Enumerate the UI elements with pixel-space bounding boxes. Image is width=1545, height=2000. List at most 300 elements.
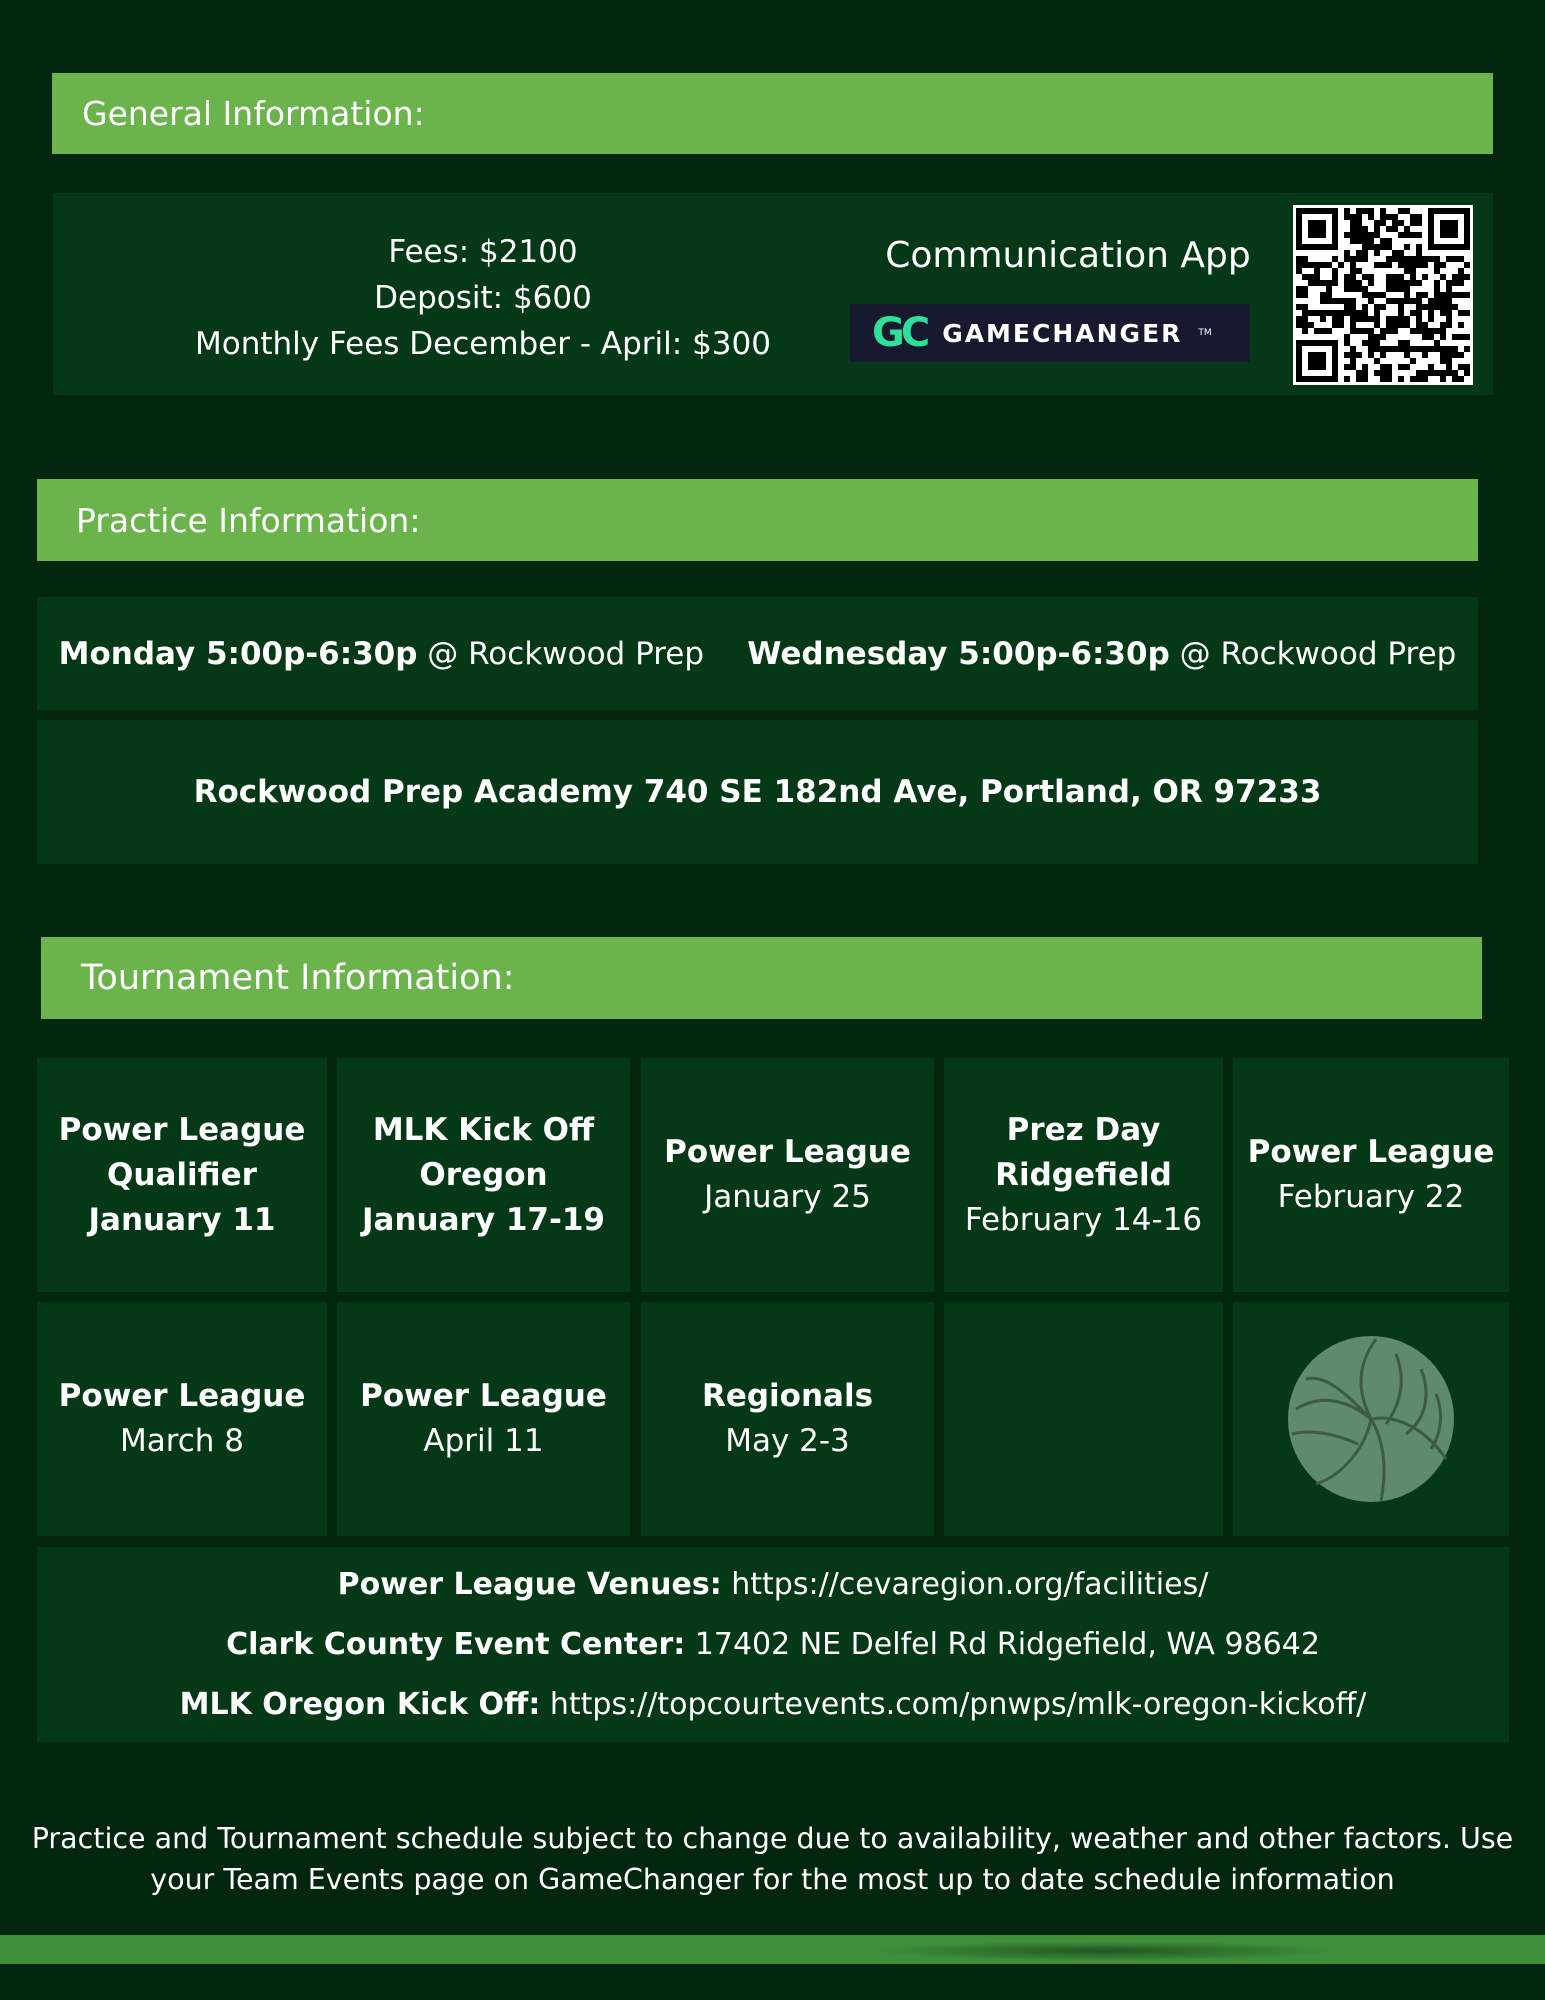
qr-module <box>1404 208 1410 214</box>
qr-module <box>1356 328 1362 334</box>
qr-module <box>1350 298 1356 304</box>
qr-module <box>1428 310 1434 316</box>
qr-module <box>1368 334 1374 340</box>
tournament-cell <box>337 1302 630 1536</box>
qr-module <box>1326 280 1332 286</box>
qr-module <box>1416 214 1422 220</box>
venue-label: Power League Venues: <box>337 1566 722 1602</box>
qr-module <box>1308 310 1314 316</box>
qr-module <box>1464 292 1470 298</box>
qr-module <box>1404 232 1410 238</box>
qr-module <box>1410 376 1416 382</box>
qr-module <box>1368 316 1374 322</box>
qr-module <box>1356 214 1362 220</box>
qr-module <box>1440 328 1446 334</box>
qr-module <box>1440 346 1446 352</box>
communication-app-label: Communication App <box>885 235 1251 276</box>
qr-module <box>1404 292 1410 298</box>
qr-module <box>1458 274 1464 280</box>
general-info-heading <box>52 73 1493 154</box>
qr-module <box>1302 262 1308 268</box>
qr-module <box>1410 274 1416 280</box>
qr-module <box>1398 220 1404 226</box>
qr-module <box>1422 292 1428 298</box>
qr-module <box>1446 286 1452 292</box>
qr-module <box>1458 310 1464 316</box>
qr-module <box>1452 352 1458 358</box>
qr-module <box>1332 268 1338 274</box>
qr-module <box>1404 226 1410 232</box>
qr-module <box>1422 376 1428 382</box>
qr-module <box>1356 286 1362 292</box>
qr-module <box>1386 346 1392 352</box>
qr-module <box>1410 298 1416 304</box>
qr-module <box>1452 346 1458 352</box>
qr-module <box>1386 298 1392 304</box>
qr-module <box>1380 292 1386 298</box>
qr-module <box>1308 352 1326 370</box>
qr-module <box>1326 310 1332 316</box>
tournament-cell <box>1233 1058 1509 1292</box>
qr-module <box>1374 340 1380 346</box>
qr-module <box>1446 358 1452 364</box>
qr-module <box>1464 346 1470 352</box>
qr-code-graphic <box>1293 205 1473 385</box>
qr-module <box>1434 268 1440 274</box>
qr-module <box>1362 238 1368 244</box>
qr-module <box>1368 352 1374 358</box>
qr-module <box>1428 364 1434 370</box>
qr-module <box>1296 292 1302 298</box>
qr-module <box>1320 262 1326 268</box>
venue-link[interactable]: https://cevaregion.org/facilities/ <box>721 1566 1209 1602</box>
qr-module <box>1446 316 1452 322</box>
qr-module <box>1362 256 1368 262</box>
qr-module <box>1350 280 1356 286</box>
qr-module <box>1344 286 1350 292</box>
qr-module <box>1440 370 1446 376</box>
qr-module <box>1362 250 1368 256</box>
qr-module <box>1308 220 1326 238</box>
qr-module <box>1446 292 1452 298</box>
qr-module <box>1428 346 1434 352</box>
qr-module <box>1416 262 1422 268</box>
qr-module <box>1434 292 1440 298</box>
qr-module <box>1296 262 1302 268</box>
qr-module <box>1344 250 1350 256</box>
fees-text: Fees: $2100 <box>388 234 578 270</box>
fees-block <box>123 229 843 367</box>
qr-module <box>1338 310 1344 316</box>
qr-module <box>1386 364 1392 370</box>
qr-module <box>1332 280 1338 286</box>
qr-module <box>1446 280 1452 286</box>
qr-module <box>1422 352 1428 358</box>
qr-module <box>1434 256 1440 262</box>
qr-module <box>1356 220 1362 226</box>
qr-module <box>1410 262 1416 268</box>
qr-module <box>1392 328 1398 334</box>
qr-module <box>1446 298 1452 304</box>
practice-session-location: @ Rockwood Prep <box>1169 635 1457 672</box>
qr-module <box>1380 376 1386 382</box>
qr-module <box>1440 304 1446 310</box>
qr-module <box>1368 232 1374 238</box>
qr-module <box>1338 322 1344 328</box>
qr-module <box>1344 352 1350 358</box>
tournament-cell <box>641 1058 934 1292</box>
qr-module <box>1404 340 1410 346</box>
monthly-fees-text: Monthly Fees December - April: $300 <box>195 326 771 362</box>
qr-module <box>1296 286 1302 292</box>
qr-module <box>1386 226 1392 232</box>
qr-module <box>1458 322 1464 328</box>
tournament-date: May 2-3 <box>725 1423 850 1459</box>
qr-module <box>1308 280 1314 286</box>
qr-module <box>1410 346 1416 352</box>
qr-module <box>1440 298 1446 304</box>
gamechanger-wordmark: GAMECHANGER <box>942 318 1183 348</box>
qr-module <box>1314 328 1320 334</box>
qr-module <box>1356 310 1362 316</box>
qr-module <box>1458 268 1464 274</box>
qr-module <box>1356 238 1362 244</box>
qr-module <box>1344 256 1350 262</box>
tournament-date: January 25 <box>704 1179 871 1215</box>
qr-module <box>1440 262 1446 268</box>
qr-module <box>1386 322 1392 328</box>
qr-module <box>1392 256 1398 262</box>
qr-module <box>1350 352 1356 358</box>
qr-module <box>1374 370 1380 376</box>
qr-module <box>1344 214 1350 220</box>
practice-address-panel <box>37 720 1478 864</box>
qr-module <box>1392 322 1398 328</box>
qr-module <box>1386 280 1392 286</box>
qr-module <box>1314 268 1320 274</box>
qr-module <box>1350 304 1356 310</box>
qr-module <box>1404 244 1410 250</box>
qr-module <box>1440 220 1458 238</box>
qr-module <box>1332 274 1338 280</box>
tournament-date: January 11 <box>88 1201 276 1238</box>
qr-module <box>1386 370 1392 376</box>
qr-module <box>1422 346 1428 352</box>
qr-module <box>1398 208 1404 214</box>
qr-module <box>1302 286 1308 292</box>
qr-module <box>1356 268 1362 274</box>
qr-module <box>1398 250 1404 256</box>
venue-line <box>180 1675 1367 1735</box>
qr-module <box>1362 370 1368 376</box>
qr-module <box>1392 346 1398 352</box>
schedule-disclaimer <box>0 1818 1545 1900</box>
qr-module <box>1440 310 1446 316</box>
qr-module <box>1404 256 1410 262</box>
qr-module <box>1404 280 1410 286</box>
qr-module <box>1332 316 1338 322</box>
qr-module <box>1398 256 1404 262</box>
qr-module <box>1380 346 1386 352</box>
tournament-info-heading <box>41 937 1482 1019</box>
qr-module <box>1446 352 1452 358</box>
qr-module <box>1434 328 1440 334</box>
qr-module <box>1398 364 1404 370</box>
qr-module <box>1428 334 1434 340</box>
qr-module <box>1362 274 1368 280</box>
qr-module <box>1392 280 1398 286</box>
qr-module <box>1440 322 1446 328</box>
qr-module <box>1374 304 1380 310</box>
qr-module <box>1326 292 1332 298</box>
qr-module <box>1464 310 1470 316</box>
qr-module <box>1458 364 1464 370</box>
qr-module <box>1344 364 1350 370</box>
qr-module <box>1320 310 1326 316</box>
qr-module <box>1434 280 1440 286</box>
qr-module <box>1356 316 1362 322</box>
qr-module <box>1302 310 1308 316</box>
qr-module <box>1380 364 1386 370</box>
qr-module <box>1410 280 1416 286</box>
qr-module <box>1362 286 1368 292</box>
qr-module <box>1332 310 1338 316</box>
qr-module <box>1398 286 1404 292</box>
qr-module <box>1422 328 1428 334</box>
qr-module <box>1422 262 1428 268</box>
practice-schedule-panel <box>37 597 1478 710</box>
qr-module <box>1404 364 1410 370</box>
qr-module <box>1380 238 1386 244</box>
qr-module <box>1296 322 1302 328</box>
qr-module <box>1452 304 1458 310</box>
qr-module <box>1410 214 1416 220</box>
qr-module <box>1410 256 1416 262</box>
qr-module <box>1392 250 1398 256</box>
qr-module <box>1446 346 1452 352</box>
qr-module <box>1452 280 1458 286</box>
qr-module <box>1434 304 1440 310</box>
qr-module <box>1350 286 1356 292</box>
qr-module <box>1362 340 1368 346</box>
qr-module <box>1362 244 1368 250</box>
qr-module <box>1374 346 1380 352</box>
qr-module <box>1422 370 1428 376</box>
qr-module <box>1464 262 1470 268</box>
qr-module <box>1338 316 1344 322</box>
disclaimer-line: Practice and Tournament schedule subject to change due to availability, weather and other factors. Use <box>31 1822 1514 1855</box>
qr-module <box>1428 256 1434 262</box>
qr-module <box>1320 298 1326 304</box>
qr-module <box>1464 364 1470 370</box>
tournament-date: February 22 <box>1277 1179 1465 1215</box>
tournament-cell <box>944 1058 1223 1292</box>
qr-module <box>1446 370 1452 376</box>
tournament-name: Ridgefield <box>995 1156 1172 1193</box>
qr-module <box>1440 352 1446 358</box>
qr-module <box>1374 316 1380 322</box>
qr-code-icon[interactable] <box>1293 205 1473 385</box>
practice-session-monday <box>59 636 704 672</box>
qr-module <box>1440 358 1446 364</box>
qr-module <box>1392 214 1398 220</box>
qr-module <box>1386 286 1392 292</box>
tournament-date: March 8 <box>119 1423 245 1459</box>
qr-module <box>1386 244 1392 250</box>
disclaimer-line: your Team Events page on GameChanger for the most up to date schedule information <box>150 1863 1395 1896</box>
qr-module <box>1380 220 1386 226</box>
qr-module <box>1362 364 1368 370</box>
qr-module <box>1416 376 1422 382</box>
qr-module <box>1398 322 1404 328</box>
qr-module <box>1368 274 1374 280</box>
qr-module <box>1380 262 1386 268</box>
qr-module <box>1356 370 1362 376</box>
venue-label: MLK Oregon Kick Off: <box>179 1686 541 1722</box>
qr-module <box>1398 346 1404 352</box>
qr-module <box>1380 304 1386 310</box>
qr-module <box>1362 376 1368 382</box>
qr-module <box>1344 376 1350 382</box>
qr-module <box>1350 232 1356 238</box>
qr-module <box>1434 340 1440 346</box>
qr-module <box>1434 298 1440 304</box>
qr-module <box>1314 280 1320 286</box>
qr-module <box>1332 298 1338 304</box>
qr-module <box>1368 244 1374 250</box>
qr-module <box>1332 256 1338 262</box>
qr-module <box>1374 262 1380 268</box>
qr-module <box>1326 298 1332 304</box>
qr-module <box>1416 304 1422 310</box>
qr-module <box>1368 208 1374 214</box>
qr-module <box>1422 322 1428 328</box>
qr-module <box>1440 274 1446 280</box>
qr-module <box>1344 334 1350 340</box>
qr-module <box>1464 370 1470 376</box>
qr-module <box>1368 214 1374 220</box>
qr-module <box>1398 280 1404 286</box>
qr-module <box>1314 274 1320 280</box>
tournament-name: Qualifier <box>107 1156 257 1193</box>
qr-module <box>1428 316 1434 322</box>
qr-module <box>1344 232 1350 238</box>
qr-module <box>1362 304 1368 310</box>
qr-module <box>1350 364 1356 370</box>
qr-module <box>1392 226 1398 232</box>
qr-module <box>1380 334 1386 340</box>
qr-module <box>1356 208 1362 214</box>
qr-module <box>1350 322 1356 328</box>
qr-module <box>1320 316 1326 322</box>
venue-address: 17402 NE Delfel Rd Ridgefield, WA 98642 <box>685 1626 1320 1662</box>
qr-module <box>1398 376 1404 382</box>
qr-module <box>1332 322 1338 328</box>
tournament-name: Prez Day <box>1006 1111 1161 1148</box>
qr-module <box>1362 232 1368 238</box>
tournament-name: Power League <box>1247 1134 1495 1170</box>
tournament-date: February 14-16 <box>964 1201 1203 1238</box>
venue-label: Clark County Event Center: <box>226 1626 686 1662</box>
qr-module <box>1398 310 1404 316</box>
qr-module <box>1416 316 1422 322</box>
practice-session-location: @ Rockwood Prep <box>417 635 705 672</box>
qr-module <box>1320 328 1326 334</box>
qr-module <box>1416 250 1422 256</box>
qr-module <box>1392 316 1398 322</box>
qr-module <box>1368 328 1374 334</box>
qr-module <box>1362 226 1368 232</box>
qr-module <box>1344 280 1350 286</box>
qr-module <box>1344 340 1350 346</box>
qr-module <box>1356 226 1362 232</box>
qr-module <box>1446 322 1452 328</box>
qr-module <box>1386 256 1392 262</box>
qr-module <box>1416 256 1422 262</box>
qr-module <box>1458 376 1464 382</box>
qr-module <box>1434 370 1440 376</box>
qr-module <box>1350 274 1356 280</box>
qr-module <box>1398 304 1404 310</box>
qr-module <box>1464 274 1470 280</box>
qr-module <box>1386 274 1392 280</box>
venue-link[interactable]: https://topcourtevents.com/pnwps/mlk-oregon-kickoff/ <box>540 1686 1367 1722</box>
qr-module <box>1368 298 1374 304</box>
volleyball-icon <box>1286 1334 1456 1504</box>
qr-module <box>1368 346 1374 352</box>
qr-module <box>1386 316 1392 322</box>
qr-module <box>1368 292 1374 298</box>
tournament-name: Power League <box>360 1378 607 1414</box>
qr-module <box>1362 316 1368 322</box>
tournament-name: Oregon <box>419 1156 548 1193</box>
qr-module <box>1452 334 1458 340</box>
tournament-cell-empty <box>944 1302 1223 1536</box>
qr-module <box>1350 268 1356 274</box>
qr-module <box>1362 310 1368 316</box>
practice-address: Rockwood Prep Academy 740 SE 182nd Ave, Portland, OR 97233 <box>193 774 1322 810</box>
qr-module <box>1392 298 1398 304</box>
qr-module <box>1410 232 1416 238</box>
qr-module <box>1422 274 1428 280</box>
qr-module <box>1296 304 1302 310</box>
qr-module <box>1374 244 1380 250</box>
qr-module <box>1422 256 1428 262</box>
qr-module <box>1362 292 1368 298</box>
qr-module <box>1386 238 1392 244</box>
qr-module <box>1428 328 1434 334</box>
qr-module <box>1398 274 1404 280</box>
qr-module <box>1452 292 1458 298</box>
qr-module <box>1398 340 1404 346</box>
qr-module <box>1350 358 1356 364</box>
qr-module <box>1326 286 1332 292</box>
qr-module <box>1296 268 1302 274</box>
qr-module <box>1398 316 1404 322</box>
qr-module <box>1380 214 1386 220</box>
qr-module <box>1452 274 1458 280</box>
gamechanger-trademark: TM <box>1198 328 1212 338</box>
qr-module <box>1440 376 1446 382</box>
qr-module <box>1302 322 1308 328</box>
qr-module <box>1374 220 1380 226</box>
qr-module <box>1458 352 1464 358</box>
qr-module <box>1434 262 1440 268</box>
qr-module <box>1380 208 1386 214</box>
qr-module <box>1428 370 1434 376</box>
qr-module <box>1308 274 1314 280</box>
venue-line <box>226 1615 1320 1675</box>
